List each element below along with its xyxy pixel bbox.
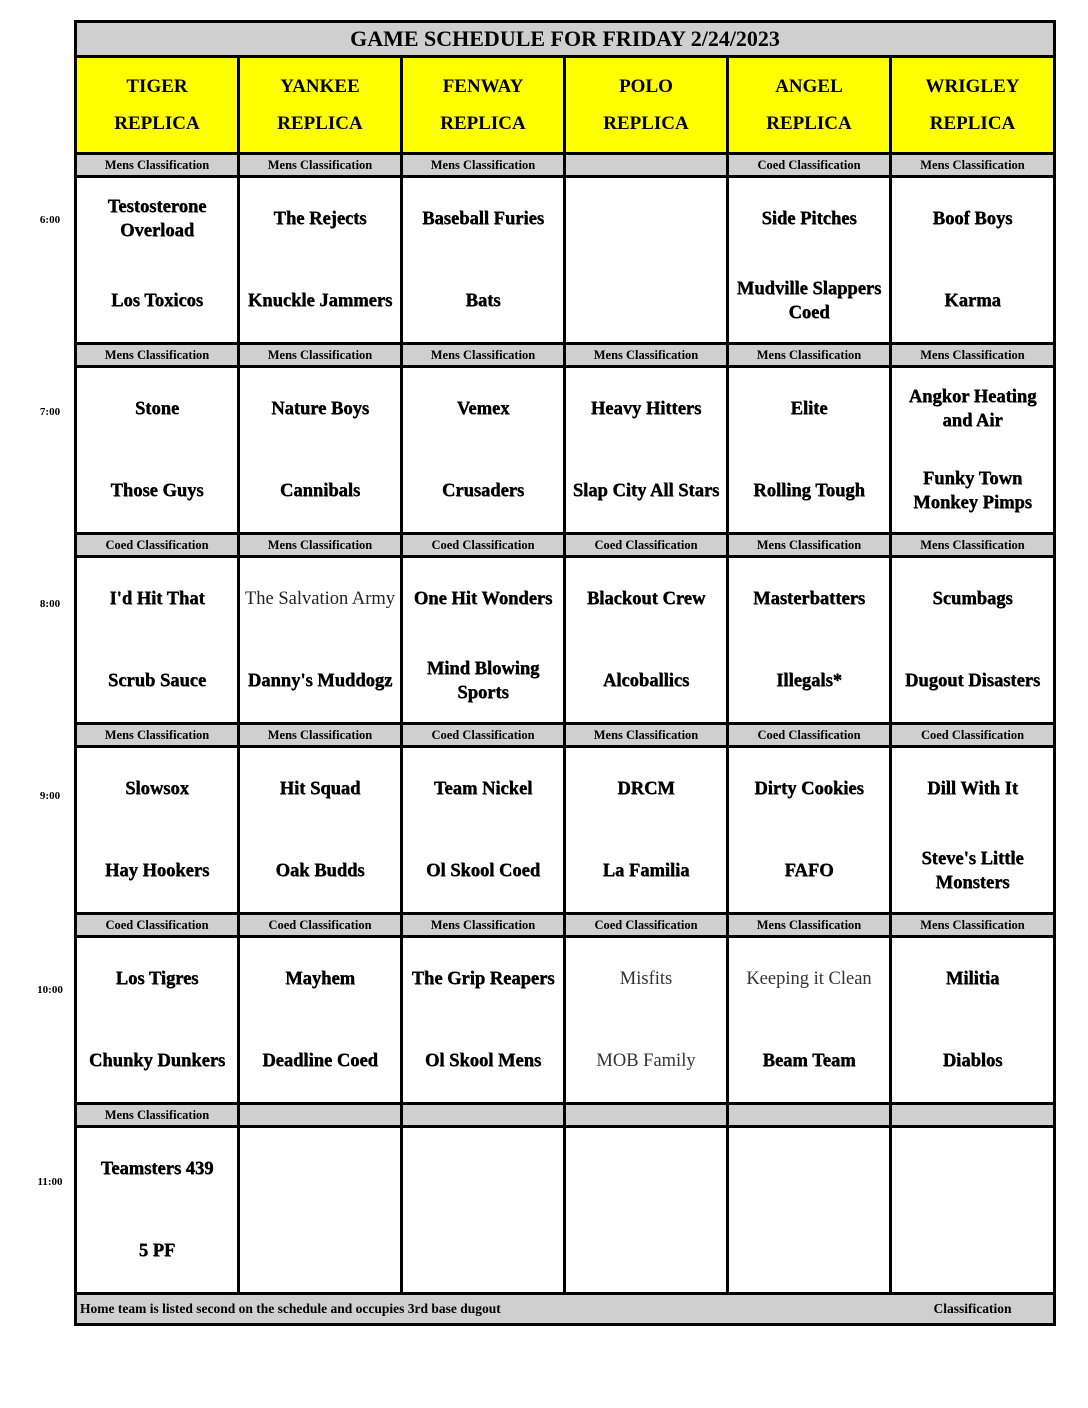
classification-cell bbox=[240, 1105, 403, 1128]
game-cell bbox=[240, 368, 403, 535]
page-title: GAME SCHEDULE FOR FRIDAY 2/24/2023 bbox=[77, 23, 1053, 58]
game-cell bbox=[77, 748, 240, 915]
home-team: FAFO bbox=[784, 861, 834, 881]
home-team: MOB Family bbox=[596, 1051, 696, 1071]
game-cell bbox=[729, 1128, 892, 1295]
classification-cell bbox=[403, 1105, 566, 1128]
away-team: Teamsters 439 bbox=[100, 1159, 214, 1179]
classification-cell: Coed Classification bbox=[77, 915, 240, 938]
home-team: Ol Skool Coed bbox=[425, 861, 541, 881]
away-team: Los Tigres bbox=[115, 969, 199, 989]
away-team: Side Pitches bbox=[761, 209, 857, 229]
classification-cell: Coed Classification bbox=[77, 535, 240, 558]
away-team: DRCM bbox=[617, 779, 675, 799]
game-cell bbox=[566, 178, 729, 345]
game-cell bbox=[240, 1128, 403, 1295]
home-team: La Familia bbox=[602, 861, 690, 881]
away-team: Mayhem bbox=[285, 969, 355, 989]
game-cell bbox=[240, 558, 403, 725]
home-team: Slap City All Stars bbox=[572, 481, 720, 501]
time-label-9: 9:00 bbox=[39, 790, 61, 802]
away-team: Dirty Cookies bbox=[754, 779, 864, 799]
classification-cell: Coed Classification bbox=[240, 915, 403, 938]
game-cell bbox=[892, 938, 1053, 1105]
away-team: Heavy Hitters bbox=[590, 399, 702, 419]
home-team: Alcoballics bbox=[602, 671, 690, 691]
game-cell bbox=[729, 178, 892, 345]
game-cell bbox=[403, 748, 566, 915]
field-header-angel: ANGEL REPLICA bbox=[729, 58, 892, 155]
classification-cell: Mens Classification bbox=[240, 155, 403, 178]
game-cell bbox=[240, 938, 403, 1105]
field-header-tiger: TIGER REPLICA bbox=[77, 58, 240, 155]
game-cell bbox=[566, 938, 729, 1105]
classification-cell bbox=[729, 1105, 892, 1128]
classification-cell: Coed Classification bbox=[892, 725, 1053, 748]
game-cell bbox=[403, 558, 566, 725]
classification-cell: Mens Classification bbox=[566, 345, 729, 368]
away-team: Militia bbox=[945, 969, 1000, 989]
away-team bbox=[892, 1128, 1053, 1210]
game-cell bbox=[77, 558, 240, 725]
classification-cell: Mens Classification bbox=[566, 725, 729, 748]
time-label-10: 10:00 bbox=[37, 984, 63, 996]
classification-cell bbox=[566, 1105, 729, 1128]
away-team: Keeping it Clean bbox=[746, 969, 872, 989]
home-team: Steve's Little Monsters bbox=[921, 849, 1024, 893]
away-team bbox=[729, 1128, 889, 1210]
away-team: The Rejects bbox=[273, 209, 367, 229]
home-team: Rolling Tough bbox=[753, 481, 865, 501]
classification-cell: Mens Classification bbox=[77, 155, 240, 178]
home-team: Karma bbox=[944, 291, 1001, 311]
home-team bbox=[403, 1210, 563, 1292]
game-cell bbox=[403, 938, 566, 1105]
game-cell bbox=[892, 558, 1053, 725]
time-label-6: 6:00 bbox=[39, 214, 61, 226]
game-cell bbox=[566, 748, 729, 915]
classification-cell: Mens Classification bbox=[240, 345, 403, 368]
game-cell bbox=[240, 178, 403, 345]
classification-cell: Mens Classification bbox=[892, 155, 1053, 178]
classification-cell: Mens Classification bbox=[403, 155, 566, 178]
field-header-yankee: YANKEE REPLICA bbox=[240, 58, 403, 155]
home-team: Mind Blowing Sports bbox=[426, 659, 540, 703]
away-team: Slowsox bbox=[125, 779, 189, 799]
classification-cell: Coed Classification bbox=[403, 535, 566, 558]
footer-note: Home team is listed second on the schedule and occupies 3rd base dugout bbox=[77, 1295, 892, 1323]
classification-cell: Mens Classification bbox=[403, 345, 566, 368]
home-team: Deadline Coed bbox=[262, 1051, 378, 1071]
away-team: Vemex bbox=[456, 399, 510, 419]
home-team: Mudville Slappers Coed bbox=[736, 279, 882, 323]
game-cell bbox=[892, 368, 1053, 535]
game-cell bbox=[566, 368, 729, 535]
away-team: I'd Hit That bbox=[109, 589, 205, 609]
classification-cell: Mens Classification bbox=[240, 725, 403, 748]
classification-cell: Mens Classification bbox=[77, 1105, 240, 1128]
game-cell bbox=[729, 938, 892, 1105]
classification-cell bbox=[566, 155, 729, 178]
classification-cell: Mens Classification bbox=[729, 915, 892, 938]
away-team: Angkor Heating and Air bbox=[908, 387, 1037, 431]
home-team bbox=[729, 1210, 889, 1292]
field-header-fenway: FENWAY REPLICA bbox=[403, 58, 566, 155]
home-team: Bats bbox=[465, 291, 501, 311]
home-team: Crusaders bbox=[441, 481, 525, 501]
classification-cell: Mens Classification bbox=[403, 915, 566, 938]
classification-cell: Coed Classification bbox=[403, 725, 566, 748]
home-team: Knuckle Jammers bbox=[247, 291, 393, 311]
game-cell bbox=[566, 1128, 729, 1295]
game-cell bbox=[729, 558, 892, 725]
game-cell bbox=[403, 1128, 566, 1295]
home-team: Dugout Disasters bbox=[904, 671, 1041, 691]
home-team: Chunky Dunkers bbox=[88, 1051, 226, 1071]
away-team: The Grip Reapers bbox=[411, 969, 555, 989]
away-team: Team Nickel bbox=[433, 779, 533, 799]
away-team: Elite bbox=[790, 399, 828, 419]
classification-cell: Mens Classification bbox=[892, 915, 1053, 938]
home-team: 5 PF bbox=[138, 1241, 176, 1261]
away-team bbox=[403, 1128, 563, 1210]
field-header-wrigley: WRIGLEY REPLICA bbox=[892, 58, 1053, 155]
home-team: Those Guys bbox=[110, 481, 204, 501]
game-cell bbox=[892, 748, 1053, 915]
classification-cell bbox=[892, 1105, 1053, 1128]
home-team: Funky Town Monkey Pimps bbox=[913, 469, 1032, 513]
game-cell bbox=[729, 748, 892, 915]
game-cell bbox=[892, 178, 1053, 345]
game-cell bbox=[566, 558, 729, 725]
game-cell bbox=[77, 1128, 240, 1295]
game-cell bbox=[403, 368, 566, 535]
home-team bbox=[566, 260, 726, 342]
field-header-polo: POLO REPLICA bbox=[566, 58, 729, 155]
classification-cell: Mens Classification bbox=[729, 345, 892, 368]
away-team: Blackout Crew bbox=[586, 589, 706, 609]
game-cell bbox=[892, 1128, 1053, 1295]
classification-cell: Coed Classification bbox=[729, 725, 892, 748]
game-cell bbox=[240, 748, 403, 915]
away-team bbox=[566, 1128, 726, 1210]
away-team: Nature Boys bbox=[271, 399, 369, 419]
away-team: Stone bbox=[134, 399, 180, 419]
classification-cell: Coed Classification bbox=[566, 535, 729, 558]
home-team: Danny's Muddogz bbox=[247, 671, 393, 691]
time-label-8: 8:00 bbox=[39, 598, 61, 610]
away-team: Dill With It bbox=[927, 779, 1018, 799]
home-team: Scrub Sauce bbox=[107, 671, 207, 691]
away-team: One Hit Wonders bbox=[413, 589, 553, 609]
home-team: Hay Hookers bbox=[104, 861, 210, 881]
away-team bbox=[566, 178, 726, 260]
time-label-11: 11:00 bbox=[37, 1176, 63, 1188]
classification-cell: Mens Classification bbox=[729, 535, 892, 558]
classification-cell: Coed Classification bbox=[729, 155, 892, 178]
home-team bbox=[240, 1210, 400, 1292]
away-team: Hit Squad bbox=[279, 779, 361, 799]
away-team: Scumbags bbox=[932, 589, 1013, 609]
away-team: Boof Boys bbox=[932, 209, 1013, 229]
away-team: Masterbatters bbox=[753, 589, 865, 609]
schedule-table bbox=[74, 20, 1056, 1326]
home-team: Oak Budds bbox=[275, 861, 365, 881]
home-team: Diablos bbox=[942, 1051, 1003, 1071]
time-label-7: 7:00 bbox=[39, 406, 61, 418]
game-cell bbox=[77, 368, 240, 535]
away-team: The Salvation Army bbox=[244, 589, 396, 609]
home-team bbox=[566, 1210, 726, 1292]
game-cell bbox=[77, 938, 240, 1105]
game-cell bbox=[403, 178, 566, 345]
away-team bbox=[240, 1128, 400, 1210]
home-team: Beam Team bbox=[762, 1051, 856, 1071]
game-cell bbox=[729, 368, 892, 535]
classification-cell: Mens Classification bbox=[77, 725, 240, 748]
home-team bbox=[892, 1210, 1053, 1292]
game-cell bbox=[77, 178, 240, 345]
home-team: Cannibals bbox=[279, 481, 361, 501]
away-team: Misfits bbox=[619, 969, 673, 989]
classification-cell: Mens Classification bbox=[240, 535, 403, 558]
away-team: Testosterone Overload bbox=[107, 197, 207, 241]
home-team: Illegals* bbox=[776, 671, 842, 691]
home-team: Los Toxicos bbox=[110, 291, 204, 311]
classification-cell: Mens Classification bbox=[892, 345, 1053, 368]
footer-classification: Classification bbox=[892, 1295, 1053, 1323]
classification-cell: Mens Classification bbox=[892, 535, 1053, 558]
home-team: Ol Skool Mens bbox=[424, 1051, 542, 1071]
classification-cell: Mens Classification bbox=[77, 345, 240, 368]
classification-cell: Coed Classification bbox=[566, 915, 729, 938]
away-team: Baseball Furies bbox=[422, 209, 544, 229]
